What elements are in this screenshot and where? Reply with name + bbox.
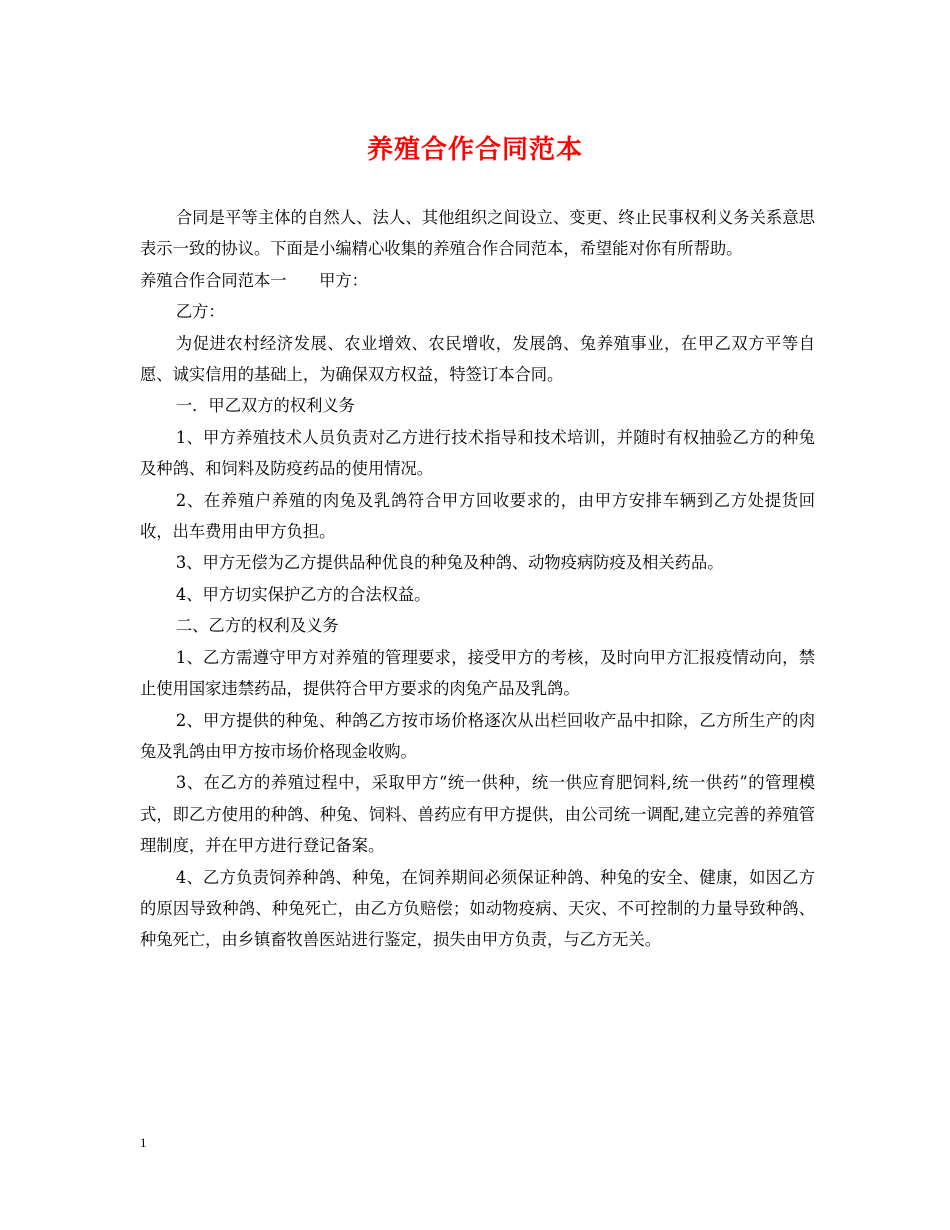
document-body (140, 202, 815, 956)
paragraph: 合同是平等主体的自然人、法人、其他组织之间设立、变更、终止民事权利义务关系意思表示一致的协议。下面是小编精心收集的养殖合作合同范本，希望能对你有所帮助。 (140, 208, 815, 259)
paragraph: 4、甲方切实保护乙方的合法权益。 (175, 584, 431, 604)
paragraph: 1、甲方养殖技术人员负责对乙方进行技术指导和技术培训，并随时有权抽验乙方的种兔及种鸽、和饲料及防疫药品的使用情况。 (140, 427, 815, 479)
paragraph: 2、在养殖户养殖的肉兔及乳鸽符合甲方回收要求的，由甲方安排车辆到乙方处提货回收，出车费用由甲方负担。 (140, 490, 815, 542)
paragraph: 乙方： (175, 302, 225, 322)
paragraph: 4、乙方负责饲养种鸽、种兔，在饲养期间必须保证种鸽、种兔的安全、健康，如因乙方的原因导致种鸽、种兔死亡，由乙方负赔偿；如动物疫病、天灾、不可控制的力量导致种鸽、种兔死亡，由乡镇畜牧兽医站进行鉴定，损失由甲方负责，与乙方无关。 (140, 867, 815, 950)
paragraph: 2、甲方提供的种兔、种鸽乙方按市场价格逐次从出栏回收产品中扣除，乙方所生产的肉兔及乳鸽由甲方按市场价格现金收购。 (140, 710, 815, 761)
paragraph: 养殖合作合同范本一 甲方： (140, 270, 368, 290)
page-number: 1 (140, 1135, 147, 1150)
paragraph: 1、乙方需遵守甲方对养殖的管理要求，接受甲方的考核，及时向甲方汇报疫情动向，禁止使用国家违禁药品，提供符合甲方要求的肉兔产品及乳鸽。 (140, 647, 815, 699)
section-heading: 一．甲乙双方的权利义务 (175, 396, 355, 416)
paragraph: 3、在乙方的养殖过程中，采取甲方“统一供种，统一供应育肥饲料,统一供药”的管理模式，即乙方使用的种鸽、种兔、饲料、兽药应有甲方提供，由公司统一调配,建立完善的养殖管理制度，并在甲方进行登记备案。 (140, 773, 815, 856)
paragraph: 为促进农村经济发展、农业增效、农民增收，发展鸽、兔养殖事业，在甲乙双方平等自愿、诚实信用的基础上，为确保双方权益，特签订本合同。 (140, 333, 815, 385)
document-title: 养殖合作合同范本 (366, 135, 583, 165)
section-heading: 二、乙方的权利及义务 (175, 616, 339, 636)
paragraph: 3、甲方无偿为乙方提供品种优良的种兔及种鸽、动物疫病防疫及相关药品。 (175, 553, 724, 573)
